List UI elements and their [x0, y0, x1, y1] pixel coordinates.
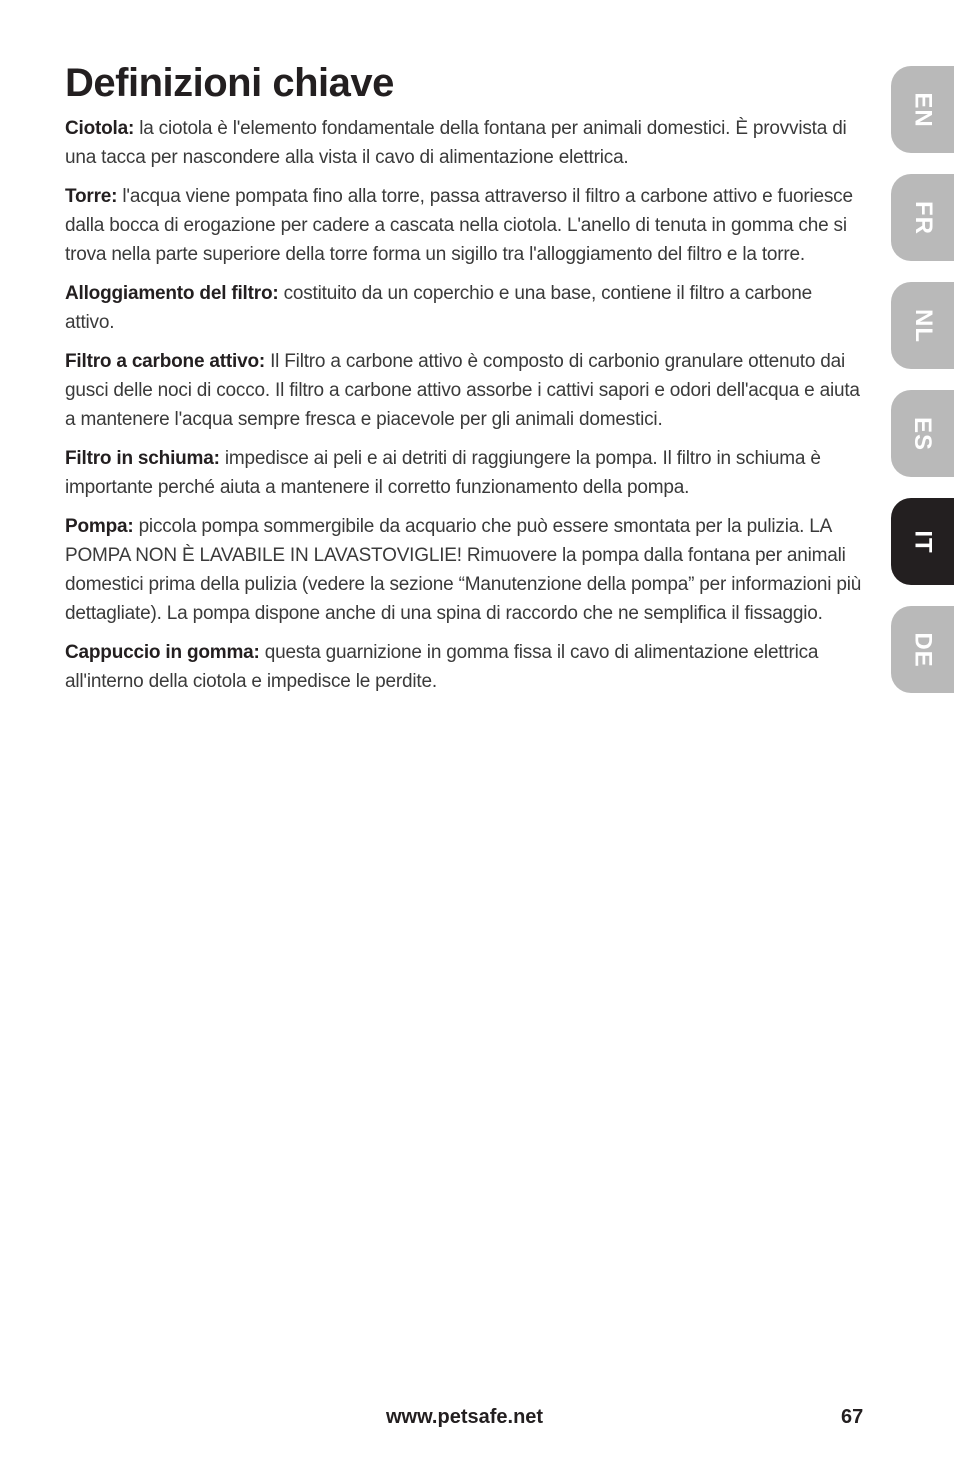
definition-filtro-schiuma — [65, 444, 865, 502]
tab-nl[interactable] — [891, 282, 954, 369]
tab-label: NL — [909, 308, 937, 343]
definition-term: Ciotola: — [65, 118, 135, 139]
tab-label: EN — [909, 91, 937, 128]
definition-term: Torre: — [65, 186, 118, 207]
definition-term: Cappuccio in gomma: — [65, 642, 260, 663]
tab-label: FR — [909, 200, 937, 235]
definition-text: piccola pompa sommergibile da acquario che può essere smontata per la pulizia. LA POMPA NON È LAVABILE IN LAVASTOVIGLIE! Rimuovere la pompa dalla fontana per animali domestici prima della pulizia (vedere la sezione “Manutenzione della pompa” per informazioni più dettagliate). La pompa dispone anche di una spina di raccordo che ne semplifica il fissaggio. — [65, 516, 862, 624]
definition-text: costituito da un coperchio e una base, contiene il filtro a carbone attivo. — [65, 283, 813, 333]
definition-pompa — [65, 512, 865, 628]
definition-term: Pompa: — [65, 516, 134, 537]
tab-label: ES — [909, 416, 937, 451]
page-number: 67 — [841, 1406, 864, 1428]
definition-alloggiamento-filtro — [65, 279, 865, 337]
definitions-list — [65, 114, 865, 706]
page-title: Definizioni chiave — [65, 61, 394, 105]
definition-cappuccio-gomma — [65, 638, 865, 696]
definition-text: la ciotola è l'elemento fondamentale della fontana per animali domestici. È provvista di una tacca per nascondere alla vista il cavo di alimentazione elettrica. — [65, 118, 847, 168]
tab-label: DE — [909, 631, 937, 668]
definition-text: l'acqua viene pompata fino alla torre, passa attraverso il filtro a carbone attivo e fuoriesce dalla bocca di erogazione per cadere a cascata nella ciotola. L'anello di tenuta in gomma che si trova nella parte superiore della torre forma un sigillo tra l'alloggiamento del filtro e la torre. — [65, 186, 853, 265]
tab-fr[interactable] — [891, 174, 954, 261]
tab-en[interactable] — [891, 66, 954, 153]
definition-term: Filtro in schiuma: — [65, 448, 220, 469]
tab-es[interactable] — [891, 390, 954, 477]
tab-de[interactable] — [891, 606, 954, 693]
tab-label: IT — [909, 529, 937, 554]
definition-filtro-carbone — [65, 347, 865, 434]
tab-it[interactable] — [891, 498, 954, 585]
definition-text: impedisce ai peli e ai detriti di raggiungere la pompa. Il filtro in schiuma è importante perché aiuta a mantenere il corretto funzionamento della pompa. — [65, 448, 821, 498]
footer-url[interactable]: www.petsafe.net — [386, 1406, 544, 1428]
definition-text: questa guarnizione in gomma fissa il cavo di alimentazione elettrica all'interno della ciotola e impedisce le perdite. — [65, 642, 819, 692]
definition-term: Alloggiamento del filtro: — [65, 283, 279, 304]
definition-term: Filtro a carbone attivo: — [65, 351, 266, 372]
definition-torre — [65, 182, 865, 269]
definition-ciotola — [65, 114, 865, 172]
definition-text: Il Filtro a carbone attivo è composto di carbonio granulare ottenuto dai gusci delle noci di cocco. Il filtro a carbone attivo assorbe i cattivi sapori e odori dell'acqua e aiuta a mantenere l'acqua sempre fresca e piacevole per gli animali domestici. — [65, 351, 860, 430]
